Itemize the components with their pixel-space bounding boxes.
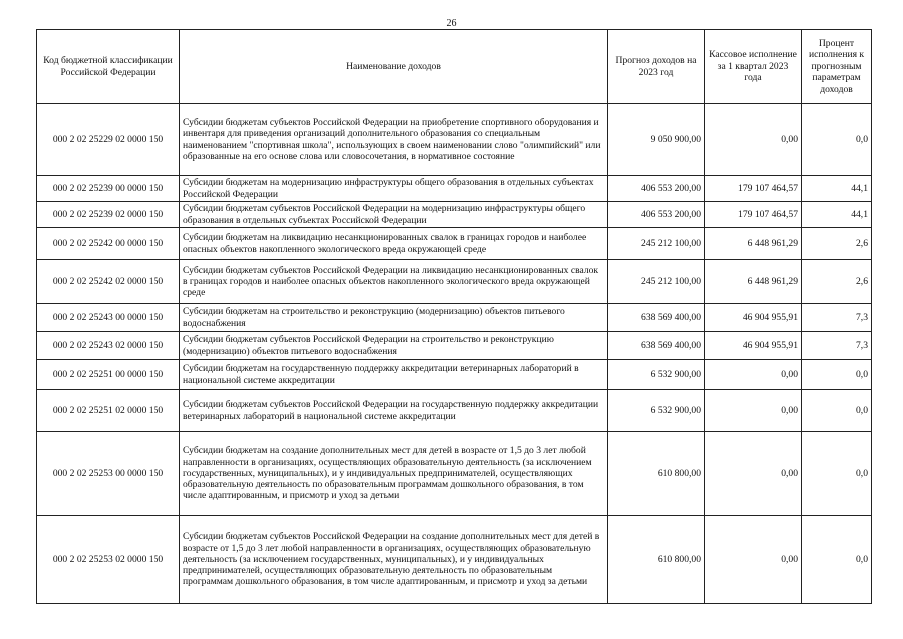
table-row: [37, 104, 872, 176]
budget-revenue-table: [36, 29, 872, 604]
row-name: Субсидии бюджетам субъектов Российской Федерации на приобретение спортивного оборудования и инвентаря для приведения организаций дополнительного образования со специальным наименованием "спортивная школа", использующих в своем наименовании слово "олимпийский" или образованные на его основе слова или словосочетания, в нормативное состояние: [180, 104, 608, 176]
table-row: [37, 516, 872, 604]
row-code: 000 2 02 25239 02 0000 150: [37, 202, 180, 228]
row-execution: 46 904 955,91: [705, 304, 802, 332]
row-execution: 179 107 464,57: [705, 176, 802, 202]
row-execution: 46 904 955,91: [705, 332, 802, 360]
table-row: [37, 332, 872, 360]
table-row: [37, 360, 872, 390]
row-percent: 0,0: [802, 432, 872, 516]
row-percent: 0,0: [802, 390, 872, 432]
row-percent: 0,0: [802, 516, 872, 604]
row-percent: 44,1: [802, 202, 872, 228]
row-forecast: 9 050 900,00: [608, 104, 705, 176]
row-percent: 0,0: [802, 360, 872, 390]
row-name: Субсидии бюджетам субъектов Российской Федерации на создание дополнительных мест для детей в возрасте от 1,5 до 3 лет любой направленности в организациях, осуществляющих образовательную деятельность (за исключением государственных, муниципальных), и у индивидуальных предпринимателей, осуществляющих образовательную деятельность по образовательным программам дошкольного образования, в том числе адаптированным, и присмотр и уход за детьми: [180, 516, 608, 604]
row-name: Субсидии бюджетам на модернизацию инфраструктуры общего образования в отдельных субъектах Российской Федерации: [180, 176, 608, 202]
header-forecast: Прогноз доходов на 2023 год: [608, 30, 705, 104]
row-forecast: 610 800,00: [608, 432, 705, 516]
row-percent: 2,6: [802, 260, 872, 304]
row-execution: 6 448 961,29: [705, 260, 802, 304]
row-forecast: 245 212 100,00: [608, 260, 705, 304]
row-execution: 0,00: [705, 104, 802, 176]
row-percent: 2,6: [802, 228, 872, 260]
row-name: Субсидии бюджетам на строительство и реконструкцию (модернизацию) объектов питьевого водоснабжения: [180, 304, 608, 332]
header-percent: Процент исполнения к прогнозным параметрам доходов: [802, 30, 872, 104]
row-code: 000 2 02 25251 02 0000 150: [37, 390, 180, 432]
row-code: 000 2 02 25242 00 0000 150: [37, 228, 180, 260]
row-code: 000 2 02 25239 00 0000 150: [37, 176, 180, 202]
row-name: Субсидии бюджетам на ликвидацию несанкционированных свалок в границах городов и наиболее опасных объектов накопленного экологического вреда окружающей среде: [180, 228, 608, 260]
row-code: 000 2 02 25242 02 0000 150: [37, 260, 180, 304]
row-forecast: 638 569 400,00: [608, 304, 705, 332]
row-percent: 44,1: [802, 176, 872, 202]
row-execution: 0,00: [705, 360, 802, 390]
row-code: 000 2 02 25251 00 0000 150: [37, 360, 180, 390]
row-code: 000 2 02 25243 00 0000 150: [37, 304, 180, 332]
row-name: Субсидии бюджетам субъектов Российской Федерации на модернизацию инфраструктуры общего образования в отдельных субъектах Российской Федерации: [180, 202, 608, 228]
row-execution: 0,00: [705, 432, 802, 516]
row-execution: 6 448 961,29: [705, 228, 802, 260]
page-number: 26: [446, 18, 457, 29]
row-forecast: 638 569 400,00: [608, 332, 705, 360]
table-row: [37, 304, 872, 332]
row-code: 000 2 02 25253 02 0000 150: [37, 516, 180, 604]
row-code: 000 2 02 25253 00 0000 150: [37, 432, 180, 516]
row-name: Субсидии бюджетам на создание дополнительных мест для детей в возрасте от 1,5 до 3 лет любой направленности в организациях, осуществляющих образовательную деятельность (за исключением государственных, муниципальных), и у индивидуальных предпринимателей, осуществляющих образовательную деятельность по образовательным программам дошкольного образования, в том числе адаптированным, и присмотр и уход за детьми: [180, 432, 608, 516]
row-execution: 0,00: [705, 516, 802, 604]
row-code: 000 2 02 25243 02 0000 150: [37, 332, 180, 360]
row-percent: 7,3: [802, 304, 872, 332]
table-header-row: [37, 30, 872, 104]
header-code: Код бюджетной классификации Российской Федерации: [37, 30, 180, 104]
row-forecast: 406 553 200,00: [608, 176, 705, 202]
row-percent: 7,3: [802, 332, 872, 360]
table-row: [37, 228, 872, 260]
row-percent: 0,0: [802, 104, 872, 176]
row-execution: 179 107 464,57: [705, 202, 802, 228]
row-name: Субсидии бюджетам субъектов Российской Федерации на государственную поддержку аккредитации ветеринарных лабораторий в национальной системе аккредитации: [180, 390, 608, 432]
row-code: 000 2 02 25229 02 0000 150: [37, 104, 180, 176]
row-name: Субсидии бюджетам субъектов Российской Федерации на строительство и реконструкцию (модернизацию) объектов питьевого водоснабжения: [180, 332, 608, 360]
row-name: Субсидии бюджетам на государственную поддержку аккредитации ветеринарных лабораторий в национальной системе аккредитации: [180, 360, 608, 390]
table-row: [37, 176, 872, 202]
table-row: [37, 260, 872, 304]
row-name: Субсидии бюджетам субъектов Российской Федерации на ликвидацию несанкционированных свалок в границах городов и наиболее опасных объектов накопленного экологического вреда окружающей среде: [180, 260, 608, 304]
table-row: [37, 202, 872, 228]
table-row: [37, 432, 872, 516]
row-forecast: 406 553 200,00: [608, 202, 705, 228]
row-execution: 0,00: [705, 390, 802, 432]
row-forecast: 610 800,00: [608, 516, 705, 604]
header-name: Наименование доходов: [180, 30, 608, 104]
row-forecast: 245 212 100,00: [608, 228, 705, 260]
row-forecast: 6 532 900,00: [608, 360, 705, 390]
header-execution: Кассовое исполнение за 1 квартал 2023 года: [705, 30, 802, 104]
row-forecast: 6 532 900,00: [608, 390, 705, 432]
table-row: [37, 390, 872, 432]
